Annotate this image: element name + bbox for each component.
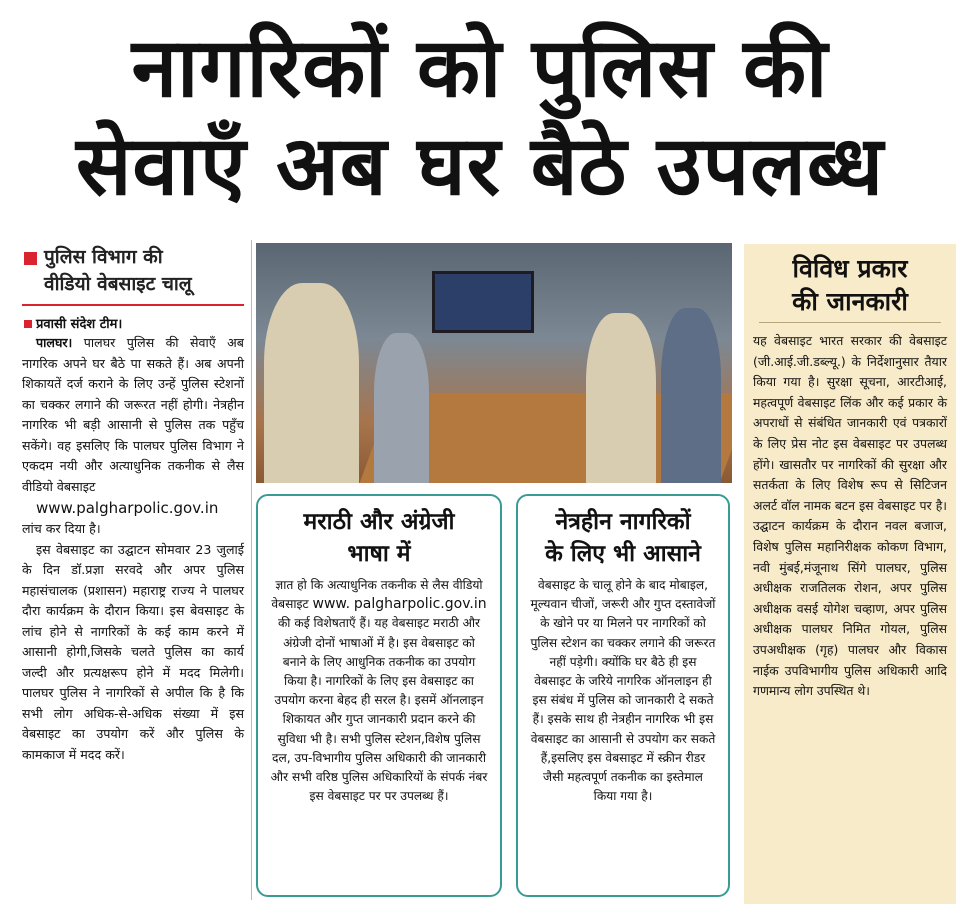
subhead-line-2: वीडियो वेबसाइट चालू [44, 273, 192, 295]
box-1-text [270, 576, 488, 806]
box-1-text-a: ज्ञात हो कि अत्याधुनिक तकनीक से लैस वीडियो वेबसाइट [271, 578, 483, 612]
box-1-title-line-2: भाषा में [347, 541, 411, 567]
article-paragraph-1 [22, 333, 244, 540]
box-1-url-b: palgharpolic.gov.in [353, 596, 487, 613]
box-2-title-line-1: नेत्रहीन नागरिकों [555, 509, 691, 535]
sidebar-text: यह वेबसाइट भारत सरकार की वेबसाइट (जी.आई.जी.डब्ल्यू.) के निर्देशानुसार तैयार किया गया है। सुरक्षा सूचना, आरटीआई, महत्वपूर्ण वेबसाइट लिंक और कई प्रकार के अपराधों से संबंधित जानकारी एवं पत्रकारों के लिए प्रेस नोट इस वेबसाइट पर उपलब्ध होंगे। खासतौर पर नागरिकों की सुरक्षा और सतर्कता के लिए विशेष रूप से सिटिजन अलर्ट वॉल नामक बटन इस वेबसाइट पर है। उद्घाटन कार्यक्रम के दौरान नवल बजाज, विशेष पुलिस महानिरीक्षक कोकण विभाग, नवी मुंबई,मंजूनाथ सिंगे पालघर, पुलिस अधीक्षक राजतिलक रोशन, अपर पुलिस अधीक्षक वसई योगेश चव्हाण, अपर पुलिस अधीक्षक पालघर निमित गोयल, पुलिस उपअधीक्षक (गृह) पालघर और विकास नाईक उपविभागीय पुलिस अधिकारी आदि गणमान्य लोग उपस्थित थे। [753, 333, 947, 699]
sidebar-info [744, 244, 956, 904]
red-square-bullet-icon [24, 252, 37, 265]
box-1-title [270, 506, 488, 570]
headline-line-1: नागरिकों को पुलिस की [131, 21, 829, 116]
column-divider [251, 240, 252, 900]
byline [22, 316, 244, 333]
subhead-line-1: पुलिस विभाग की [44, 246, 163, 268]
event-photo [256, 243, 732, 483]
box-2-text: वेबसाइट के चालू होने के बाद मोबाइल, मूल्यवान चीजों, जरूरी और गुप्त दस्तावेजों के खोने पर या मिलने पर नागरिकों को पुलिस स्टेशन का चक्कर लगाने की जरूरत नहीं पड़ेगी। क्योंकि घर बैठे ही इस वेबसाइट के जरिये नागरिक ऑनलाइन ही इस संबंध में पुलिस को जानकारी दे सकते हैं। इसके साथ ही नेत्रहीन नागरिक भी इस वेबसाइट का आसानी से उपयोग कर सकते हैं,इसलिए इस वेबसाइट में स्क्रीन रीडर जैसी महत्वपूर्ण तकनीक का इस्तेमाल किया गया है। [530, 578, 716, 804]
sidebar-divider [759, 322, 941, 323]
paragraph-1-text: पालघर पुलिस की सेवाएँ अब नागरिक अपने घर बैठे पा सकते हैं। अब अपनी शिकायतें दर्ज कराने के लिए उन्हें पुलिस स्टेशनों का चक्कर लगाने की जरूरत नहीं होगी। नेत्रहीन नागरिक भी बड़ी आसानी से पुलिस तक पहुँच सकेंगे। वह इसलिए कि पालघर पुलिस विभाग ने एकदम नयी और अत्याधुनिक तकनीक से लैस वीडियो वेबसाइट [22, 335, 244, 494]
box-2-title [530, 506, 716, 570]
headline [0, 20, 960, 216]
blind-citizens-box [516, 494, 730, 897]
sidebar-title [753, 252, 947, 318]
article-subhead [22, 244, 244, 298]
subhead-divider [22, 304, 244, 306]
presentation-screen [432, 271, 534, 333]
red-square-bullet-icon [24, 320, 32, 328]
byline-text: प्रवासी संदेश टीम। [36, 317, 123, 332]
marathi-english-box [256, 494, 502, 897]
sidebar-title-line-1: विविध प्रकार [792, 254, 908, 283]
person-figure [264, 283, 359, 483]
website-url: www.palgharpolic.gov.in [36, 499, 219, 517]
box-1-url-a: www. [312, 596, 351, 613]
dateline: पालघर। [36, 335, 73, 350]
main-article [22, 240, 244, 905]
box-1-text-b: की कई विशेषताएँ हैं। यह वेबसाइट मराठी और अंग्रेजी दोनों भाषाओं में है। इस वेबसाइट को बनाने के लिए आधुनिक तकनीक का उपयोग किया है। नागरिकों के लिए इस वेबसाइट का उपयोग करना बेहद ही सरल है। इसमें ऑनलाइन शिकायत और गुप्त जानकारी प्रदान करने की सुविधा भी है। सभी पुलिस स्टेशन,विशेष पुलिस दल, उप-विभागीय पुलिस अधिकारी की जानकारी और सभी वरिष्ठ पुलिस अधिकारियों के संपर्क नंबर इस वेबसाइट पर पर उपलब्ध हैं। [270, 616, 488, 804]
box-1-title-line-1: मराठी और अंग्रेजी [303, 509, 455, 535]
person-figure [374, 333, 429, 483]
sidebar-title-line-2: की जानकारी [792, 287, 908, 316]
headline-line-2: सेवाएँ अब घर बैठे उपलब्ध [75, 119, 885, 214]
paragraph-1-tail: लांच कर दिया है। [22, 521, 101, 536]
box-2-title-line-2: के लिए भी आसाने [545, 541, 701, 567]
person-figure [661, 308, 721, 483]
person-figure [586, 313, 656, 483]
article-paragraph-2: इस वेबसाइट का उद्घाटन सोमवार 23 जुलाई के दिन डॉ.प्रज्ञा सरवदे और अपर पुलिस महासंचालक (प्रशासन) महाराष्ट्र राज्य ने पालघर दौरा कार्यक्रम के दौरान किया। इस बेवसाइट के लांच होने से नागरिकों के कई काम करने में आसानी होगी,जिसके चलते पुलिस का कार्य जल्दी और प्रत्यक्षरूप होने में मदद मिलेगी। पालघर पुलिस ने नागरिकों से अपील कि है कि सभी लोग अधिक-से-अधिक संख्या में इस वेबसाइट का उपयोग करें और पुलिस के कामकाज में मदद करें। [22, 541, 244, 762]
